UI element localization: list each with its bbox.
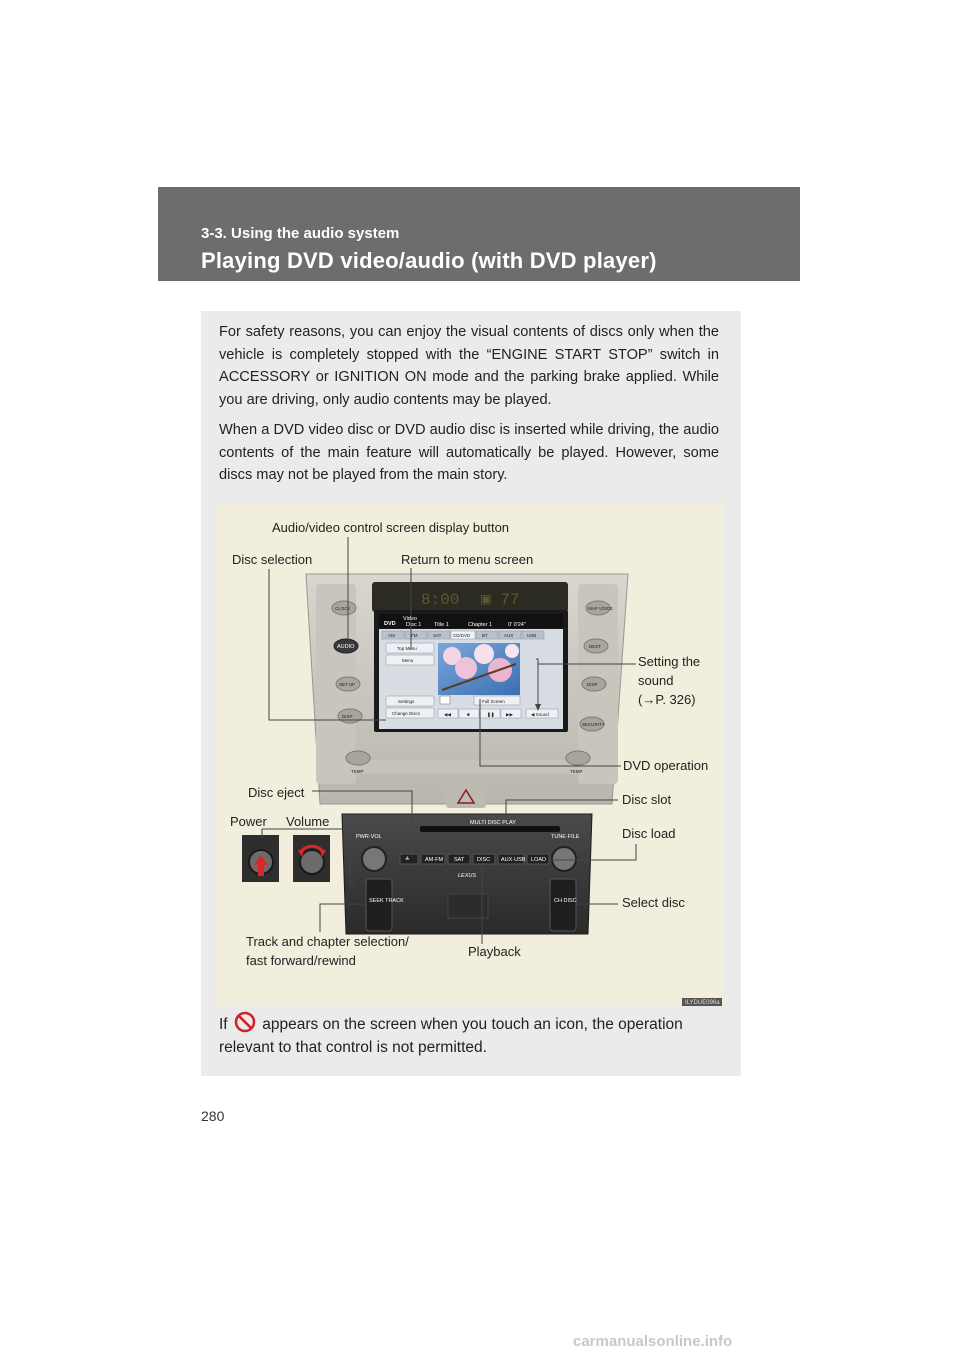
svg-text:■: ■ [467,712,470,717]
am-fm-button: AM·FM [425,857,444,863]
screen-disc: Disc 1 [406,622,422,628]
eject-button: ≜ [405,857,410,863]
audio-button: AUDIO [337,644,355,650]
dest-button: DEST [589,644,602,649]
callout-disc-eject: Disc eject [248,785,305,800]
tab-aux: AUX [504,633,514,638]
tab-usb: USB [527,633,537,638]
callout-track-1: Track and chapter selection/ [246,934,409,949]
svg-text:▶▶: ▶▶ [506,712,513,717]
temp-right: TEMP [570,769,583,774]
disc-button: DISC [477,857,491,863]
callout-setting-sound-1: Setting the [638,654,701,669]
callout-disc-load: Disc load [622,826,676,841]
screen-chapter: Chapter 1 [468,622,493,628]
tab-am: AM [388,633,395,638]
callout-power: Power [230,814,267,829]
change-discs-label: Change Discs [392,711,421,716]
disc-slot-shape [420,826,560,832]
settings-label: Settings [398,699,415,704]
map-voice-button: MAP VOICE [588,606,613,611]
screen-title: Title 1 [434,622,449,628]
power-knob-inset [242,835,279,882]
setup-button: SET UP [339,682,356,687]
pwr-vol-label: PWR·VOL [356,834,382,840]
callout-av-control: Audio/video control screen display button [272,520,510,535]
top-menu-label: Top Menu [397,646,417,651]
volume-knob-inset [293,835,330,882]
tab-bt: BT [482,633,488,638]
full-screen-label: Full Screen [482,699,505,704]
source-tabs [382,631,544,639]
callout-track-2: fast forward/rewind [246,953,356,968]
page-number: 280 [201,1108,225,1124]
video-thumbnail [438,643,520,695]
tab-fm: FM [411,633,418,638]
tune-file-label: TUNE·FILE [551,834,580,840]
callout-setting-sound-3: (→P. 326) [638,692,696,707]
audio-unit-illustration [216,504,723,1006]
screen-sub: Video [403,616,417,622]
screen-time: 0' 0'24" [508,622,526,628]
svg-text:8:00: 8:00 [421,591,460,609]
content-panel [201,311,741,1076]
callout-return-menu: Return to menu screen [401,552,534,567]
safety-paragraph: For safety reasons, you can enjoy the visual contents of discs only when the vehicle is completely stopped with the “ENGINE START STOP” switch in ACCESSORY or IGNITION ON mode and the parking brake applied. While you are driving, only audio contents may be played. [219,324,719,408]
pwr-vol-knob [362,847,386,871]
slot-label: MULTI DISC PLAY [470,820,516,826]
image-code: ILYDUE096a [685,1000,720,1006]
svg-text:▣ 77: ▣ 77 [481,591,520,609]
page-title: Playing DVD video/audio (with DVD player) [201,248,657,273]
disp-button: DISP [342,714,353,719]
callout-disc-selection: Disc selection [232,552,313,567]
sat-button: SAT [454,857,465,863]
security-button: SECURITY [582,722,605,727]
footnote [219,1011,721,1059]
callout-playback: Playback [468,944,521,959]
section-label: 3-3. Using the audio system [201,225,400,242]
watermark: carmanualsonline.info [573,1333,733,1350]
screen-mode: DVD [384,621,396,627]
clock-button: CLOCK [335,606,351,611]
audio-unit-figure [216,504,723,1006]
aux-usb-button: AUX·USB [501,857,526,863]
sound-button-label: ◀ Sound [531,712,549,717]
driving-paragraph: When a DVD video disc or DVD audio disc is inserted while driving, the audio contents of the main feature will automatically be played. However, some discs may not be played from the main story. [219,422,719,483]
seek-track-label: SEEK TRACK [369,898,404,904]
callout-volume: Volume [286,814,330,829]
brand-logo: LEXUS [458,873,477,879]
menu-label: Menu [402,658,414,663]
footnote-end: appears on the screen when you touch an icon, the operation relevant to that control is not permitted. [219,1016,683,1056]
chapter-header [158,187,800,281]
temp-left: TEMP [351,769,364,774]
right-disp-button: DISP [587,682,598,687]
tab-cd-dvd: CD/DVD [453,633,471,638]
svg-text:❚❚: ❚❚ [487,712,495,717]
tune-file-knob [552,847,576,871]
prohibited-icon [234,1011,256,1033]
tab-sat: SAT [433,633,442,638]
load-button: LOAD [531,857,546,863]
callout-select-disc: Select disc [622,895,685,910]
callout-setting-sound-2: sound [638,673,674,688]
callout-disc-slot: Disc slot [622,792,672,807]
svg-text:◀◀: ◀◀ [444,712,451,717]
callout-dvd-operation: DVD operation [623,758,709,773]
footnote-start: If [219,1016,228,1033]
ch-disc-label: CH DISC [554,898,577,904]
unit-bottom-buttons [400,854,549,864]
